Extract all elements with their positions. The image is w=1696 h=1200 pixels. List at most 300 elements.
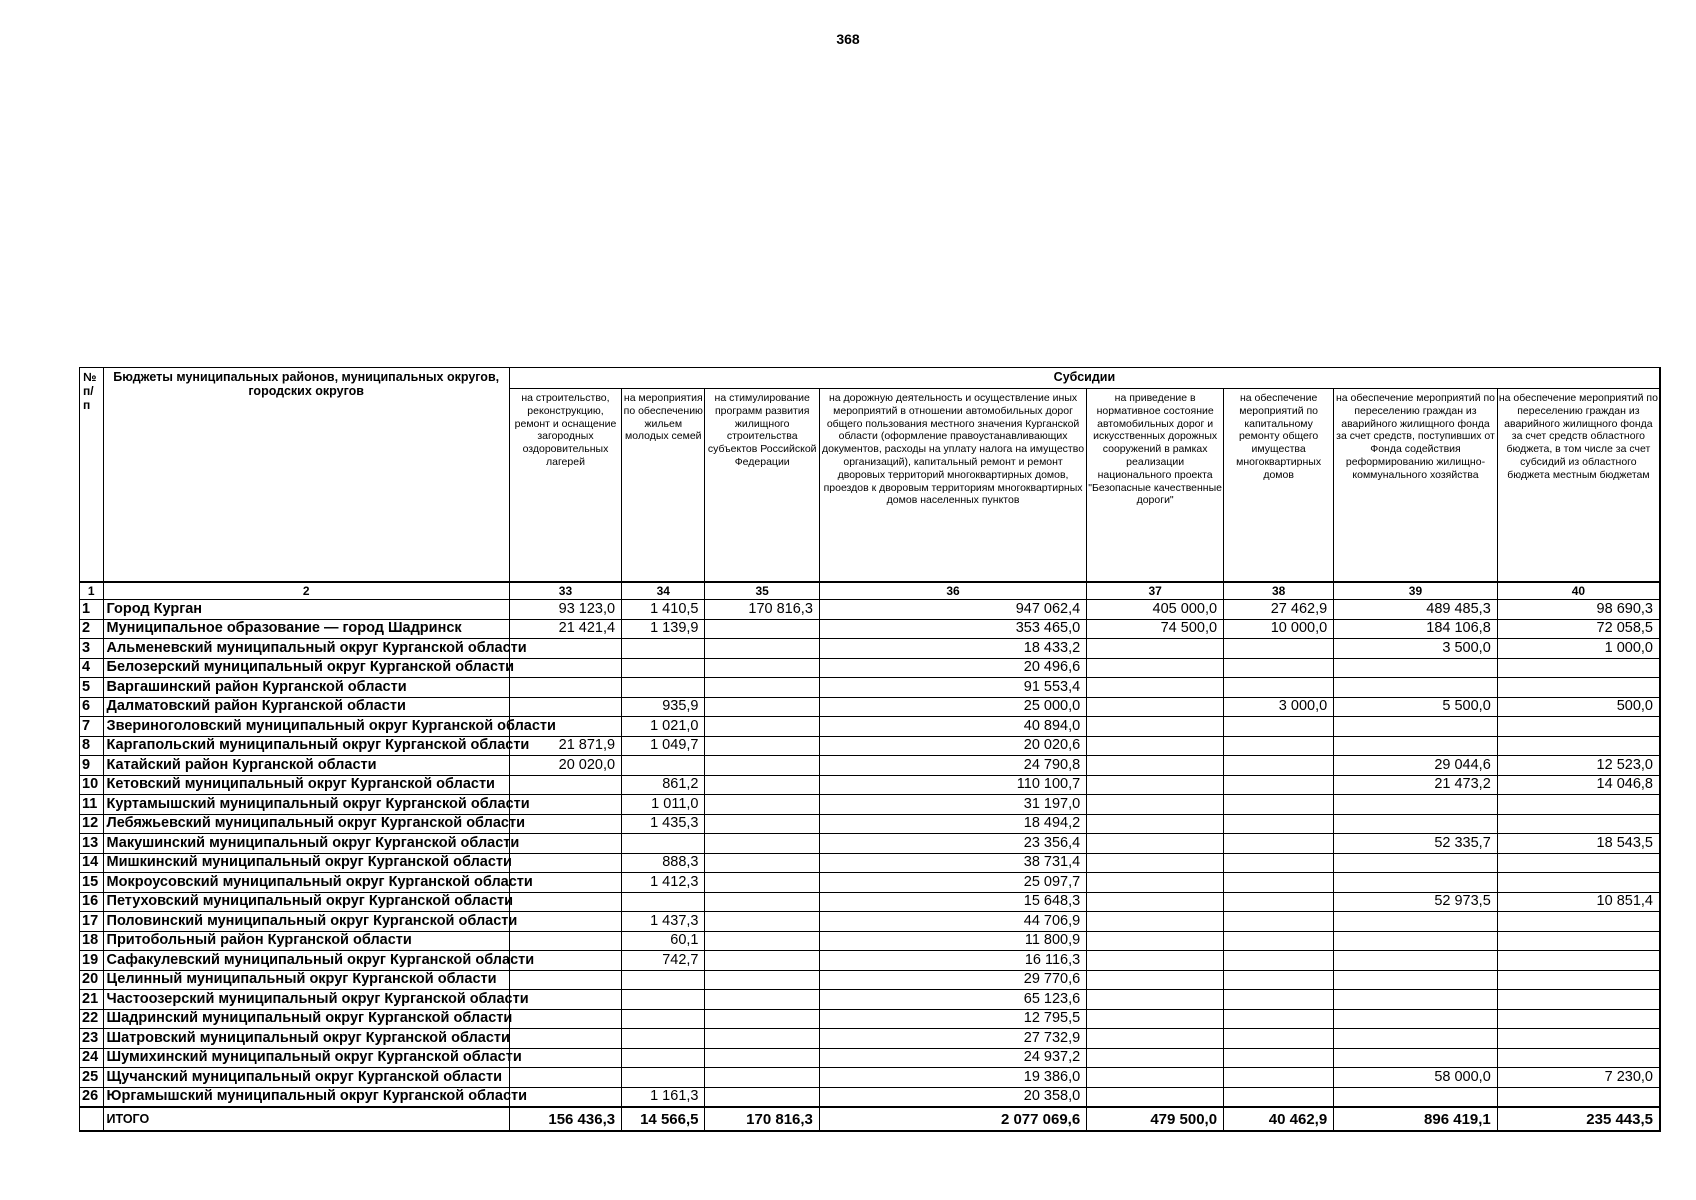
row-value <box>622 658 705 678</box>
row-value <box>1497 1029 1660 1049</box>
row-value <box>705 873 819 893</box>
row-value: 31 197,0 <box>819 795 1086 815</box>
row-name: Муниципальное образование — город Шадринск <box>103 619 509 639</box>
header-sub-col-33: на строительство, реконструкцию, ремонт и оснащение загородных оздоровительных лагерей <box>509 389 621 583</box>
table-row <box>80 931 1661 951</box>
row-value <box>1334 1048 1498 1068</box>
row-name: Целинный муниципальный округ Курганской области <box>103 970 509 990</box>
row-value: 888,3 <box>622 853 705 873</box>
header-sub-col-37: на приведение в нормативное состояние автомобильных дорог и искусственных дорожных сооружений в рамках реализации национального проекта "Безопасные качественные дороги" <box>1087 389 1224 583</box>
row-value: 489 485,3 <box>1334 600 1498 620</box>
row-value: 1 161,3 <box>622 1087 705 1107</box>
row-value <box>1334 1009 1498 1029</box>
row-value <box>1497 970 1660 990</box>
row-value: 14 046,8 <box>1497 775 1660 795</box>
row-number: 19 <box>80 951 104 971</box>
row-name: Варгашинский район Курганской области <box>103 678 509 698</box>
row-value <box>509 697 621 717</box>
row-value <box>705 1087 819 1107</box>
total-number-cell <box>80 1107 104 1131</box>
row-value: 20 020,0 <box>509 756 621 776</box>
row-value: 1 049,7 <box>622 736 705 756</box>
row-name: Шадринский муниципальный округ Курганской области <box>103 1009 509 1029</box>
row-value <box>705 678 819 698</box>
total-value: 896 419,1 <box>1334 1107 1498 1131</box>
total-label: ИТОГО <box>103 1107 509 1131</box>
row-value: 16 116,3 <box>819 951 1086 971</box>
row-value <box>509 853 621 873</box>
row-value <box>509 1068 621 1088</box>
row-value <box>1087 736 1224 756</box>
row-value <box>1224 970 1334 990</box>
row-value: 21 473,2 <box>1334 775 1498 795</box>
column-number: 33 <box>509 582 621 600</box>
row-value <box>509 931 621 951</box>
table-row <box>80 951 1661 971</box>
table-row <box>80 775 1661 795</box>
row-value <box>1224 873 1334 893</box>
row-value: 353 465,0 <box>819 619 1086 639</box>
row-value: 20 020,6 <box>819 736 1086 756</box>
row-value: 25 097,7 <box>819 873 1086 893</box>
row-value: 20 496,6 <box>819 658 1086 678</box>
row-number: 24 <box>80 1048 104 1068</box>
row-value <box>1497 1087 1660 1107</box>
row-value: 1 000,0 <box>1497 639 1660 659</box>
total-value: 156 436,3 <box>509 1107 621 1131</box>
row-name: Каргапольский муниципальный округ Курганской области <box>103 736 509 756</box>
header-sub-col-36: на дорожную деятельность и осуществление иных мероприятий в отношении автомобильных дорог общего пользования местного значения Курганской области (оформление правоустанавливающих документов, расходы на уплату налога на имущество организаций), капитальный ремонт и ремонт дворовых территорий многоквартирных домов, проездов к дворовым территориям многоквартирных домов населенных пунктов <box>819 389 1086 583</box>
row-value <box>1224 892 1334 912</box>
row-value: 7 230,0 <box>1497 1068 1660 1088</box>
row-number: 8 <box>80 736 104 756</box>
row-name: Притобольный район Курганской области <box>103 931 509 951</box>
row-value <box>705 619 819 639</box>
row-value <box>705 1048 819 1068</box>
row-value <box>705 834 819 854</box>
row-value <box>1334 970 1498 990</box>
row-value <box>1087 912 1224 932</box>
row-value <box>1224 756 1334 776</box>
header-number: № п/п <box>80 368 104 583</box>
row-value: 58 000,0 <box>1334 1068 1498 1088</box>
row-value <box>1087 639 1224 659</box>
row-value <box>1497 931 1660 951</box>
row-value <box>1087 1009 1224 1029</box>
row-number: 17 <box>80 912 104 932</box>
row-value <box>1224 912 1334 932</box>
row-value <box>1334 658 1498 678</box>
row-value <box>622 756 705 776</box>
column-number: 39 <box>1334 582 1498 600</box>
row-value <box>1224 1068 1334 1088</box>
row-value <box>1334 990 1498 1010</box>
total-value: 235 443,5 <box>1497 1107 1660 1131</box>
row-value <box>509 1048 621 1068</box>
row-value: 18 494,2 <box>819 814 1086 834</box>
row-value <box>1224 1048 1334 1068</box>
row-number: 21 <box>80 990 104 1010</box>
row-value <box>1087 717 1224 737</box>
row-value: 40 894,0 <box>819 717 1086 737</box>
table-row <box>80 1029 1661 1049</box>
row-value <box>622 990 705 1010</box>
row-value <box>622 1048 705 1068</box>
table-row <box>80 639 1661 659</box>
row-value <box>705 1029 819 1049</box>
column-number: 37 <box>1087 582 1224 600</box>
row-value <box>1087 697 1224 717</box>
row-value: 98 690,3 <box>1497 600 1660 620</box>
column-number: 1 <box>80 582 104 600</box>
row-number: 20 <box>80 970 104 990</box>
table-row <box>80 756 1661 776</box>
row-value <box>1334 1087 1498 1107</box>
row-value <box>1224 834 1334 854</box>
row-number: 9 <box>80 756 104 776</box>
table-row <box>80 600 1661 620</box>
row-value <box>1087 892 1224 912</box>
row-value <box>1334 853 1498 873</box>
table-row <box>80 1087 1661 1107</box>
row-value <box>705 931 819 951</box>
row-value: 500,0 <box>1497 697 1660 717</box>
row-name: Звериноголовский муниципальный округ Курганской области <box>103 717 509 737</box>
row-value <box>705 717 819 737</box>
row-number: 25 <box>80 1068 104 1088</box>
row-value: 1 412,3 <box>622 873 705 893</box>
row-value <box>1497 912 1660 932</box>
row-value <box>622 970 705 990</box>
row-value <box>1224 951 1334 971</box>
row-value <box>1087 1087 1224 1107</box>
row-value: 184 106,8 <box>1334 619 1498 639</box>
row-value: 52 973,5 <box>1334 892 1498 912</box>
row-name: Шумихинский муниципальный округ Курганской области <box>103 1048 509 1068</box>
row-value <box>1087 814 1224 834</box>
row-value <box>705 795 819 815</box>
page-number: 368 <box>836 31 860 47</box>
row-value: 170 816,3 <box>705 600 819 620</box>
table-row <box>80 795 1661 815</box>
row-value <box>1334 717 1498 737</box>
total-value: 170 816,3 <box>705 1107 819 1131</box>
total-value: 479 500,0 <box>1087 1107 1224 1131</box>
row-number: 3 <box>80 639 104 659</box>
table-row <box>80 834 1661 854</box>
row-value <box>705 912 819 932</box>
row-value <box>705 951 819 971</box>
row-value <box>1334 951 1498 971</box>
row-value <box>1087 1029 1224 1049</box>
table-row <box>80 912 1661 932</box>
row-value <box>1224 814 1334 834</box>
row-value: 947 062,4 <box>819 600 1086 620</box>
row-value: 1 011,0 <box>622 795 705 815</box>
row-value <box>1497 717 1660 737</box>
row-number: 7 <box>80 717 104 737</box>
row-value <box>1334 912 1498 932</box>
row-value: 24 790,8 <box>819 756 1086 776</box>
table-row <box>80 736 1661 756</box>
row-value: 24 937,2 <box>819 1048 1086 1068</box>
row-value <box>1497 951 1660 971</box>
row-value <box>1497 658 1660 678</box>
row-value <box>1497 678 1660 698</box>
row-value: 21 871,9 <box>509 736 621 756</box>
row-value: 25 000,0 <box>819 697 1086 717</box>
row-value: 29 770,6 <box>819 970 1086 990</box>
row-value <box>509 1029 621 1049</box>
table-row <box>80 678 1661 698</box>
row-value <box>705 853 819 873</box>
row-value: 935,9 <box>622 697 705 717</box>
row-value <box>1497 990 1660 1010</box>
row-name: Мокроусовский муниципальный округ Курганской области <box>103 873 509 893</box>
table-row <box>80 619 1661 639</box>
table-row <box>80 658 1661 678</box>
row-number: 13 <box>80 834 104 854</box>
row-value <box>1224 931 1334 951</box>
row-name: Шатровский муниципальный округ Курганской области <box>103 1029 509 1049</box>
row-value: 405 000,0 <box>1087 600 1224 620</box>
row-value: 72 058,5 <box>1497 619 1660 639</box>
row-value <box>1224 775 1334 795</box>
row-value <box>1334 814 1498 834</box>
column-number-row <box>80 582 1661 600</box>
table-row <box>80 853 1661 873</box>
header-sub-col-34: на мероприятия по обеспечению жильем молодых семей <box>622 389 705 583</box>
row-value <box>622 639 705 659</box>
row-value <box>1087 1048 1224 1068</box>
row-number: 26 <box>80 1087 104 1107</box>
row-value: 1 139,9 <box>622 619 705 639</box>
row-value <box>1224 678 1334 698</box>
row-value: 1 021,0 <box>622 717 705 737</box>
row-value <box>1087 658 1224 678</box>
row-value: 27 462,9 <box>1224 600 1334 620</box>
row-value: 12 795,5 <box>819 1009 1086 1029</box>
row-number: 10 <box>80 775 104 795</box>
row-value: 19 386,0 <box>819 1068 1086 1088</box>
row-value <box>509 834 621 854</box>
row-value <box>1087 756 1224 776</box>
total-row <box>80 1107 1661 1131</box>
table-row <box>80 970 1661 990</box>
row-value <box>705 1068 819 1088</box>
row-value <box>1497 1048 1660 1068</box>
row-value <box>622 678 705 698</box>
row-value <box>1224 639 1334 659</box>
row-name: Город Курган <box>103 600 509 620</box>
row-value: 1 437,3 <box>622 912 705 932</box>
row-value: 18 433,2 <box>819 639 1086 659</box>
row-number: 4 <box>80 658 104 678</box>
row-value <box>509 912 621 932</box>
row-value: 21 421,4 <box>509 619 621 639</box>
total-value: 40 462,9 <box>1224 1107 1334 1131</box>
row-value: 74 500,0 <box>1087 619 1224 639</box>
row-value <box>1087 853 1224 873</box>
row-value: 742,7 <box>622 951 705 971</box>
row-value <box>705 775 819 795</box>
column-number: 2 <box>103 582 509 600</box>
row-value: 861,2 <box>622 775 705 795</box>
row-value <box>622 892 705 912</box>
row-number: 16 <box>80 892 104 912</box>
row-value <box>1087 678 1224 698</box>
row-number: 14 <box>80 853 104 873</box>
row-value <box>1497 853 1660 873</box>
table-row <box>80 892 1661 912</box>
row-value: 1 435,3 <box>622 814 705 834</box>
row-value: 91 553,4 <box>819 678 1086 698</box>
row-value <box>622 1029 705 1049</box>
row-value: 15 648,3 <box>819 892 1086 912</box>
row-value <box>705 1009 819 1029</box>
row-value <box>509 658 621 678</box>
row-value: 10 000,0 <box>1224 619 1334 639</box>
row-value: 18 543,5 <box>1497 834 1660 854</box>
column-number: 34 <box>622 582 705 600</box>
table-row <box>80 697 1661 717</box>
row-value <box>509 814 621 834</box>
row-value: 27 732,9 <box>819 1029 1086 1049</box>
row-value <box>1497 736 1660 756</box>
row-name: Половинский муниципальный округ Курганской области <box>103 912 509 932</box>
row-number: 12 <box>80 814 104 834</box>
row-value <box>705 990 819 1010</box>
row-value <box>1497 1009 1660 1029</box>
row-name: Сафакулевский муниципальный округ Курганской области <box>103 951 509 971</box>
row-value: 23 356,4 <box>819 834 1086 854</box>
row-number: 22 <box>80 1009 104 1029</box>
row-value <box>622 1068 705 1088</box>
total-value: 2 077 069,6 <box>819 1107 1086 1131</box>
row-value <box>1087 795 1224 815</box>
row-number: 23 <box>80 1029 104 1049</box>
header-budgets: Бюджеты муниципальных районов, муниципальных округов, городских округов <box>103 368 509 583</box>
row-value <box>705 658 819 678</box>
row-value <box>1334 1029 1498 1049</box>
row-value <box>1497 814 1660 834</box>
row-name: Юргамышский муниципальный округ Курганской области <box>103 1087 509 1107</box>
column-number: 40 <box>1497 582 1660 600</box>
row-value: 110 100,7 <box>819 775 1086 795</box>
row-value: 38 731,4 <box>819 853 1086 873</box>
row-value <box>509 970 621 990</box>
row-number: 18 <box>80 931 104 951</box>
column-number: 36 <box>819 582 1086 600</box>
row-value <box>705 756 819 776</box>
row-value <box>1224 1009 1334 1029</box>
table-row <box>80 814 1661 834</box>
row-value <box>705 697 819 717</box>
row-name: Частоозерский муниципальный округ Курганской области <box>103 990 509 1010</box>
row-value <box>705 736 819 756</box>
row-value <box>1224 853 1334 873</box>
subsidies-table-sheet <box>79 367 1661 1132</box>
row-value <box>705 970 819 990</box>
row-value <box>1087 951 1224 971</box>
row-number: 6 <box>80 697 104 717</box>
row-value <box>1087 1068 1224 1088</box>
row-value <box>1224 990 1334 1010</box>
row-value: 10 851,4 <box>1497 892 1660 912</box>
row-value <box>1224 1087 1334 1107</box>
row-value <box>1224 658 1334 678</box>
column-number: 38 <box>1224 582 1334 600</box>
row-value <box>1087 970 1224 990</box>
row-value <box>1334 795 1498 815</box>
row-value: 3 000,0 <box>1224 697 1334 717</box>
row-value: 93 123,0 <box>509 600 621 620</box>
row-name: Далматовский район Курганской области <box>103 697 509 717</box>
row-name: Куртамышский муниципальный округ Курганской области <box>103 795 509 815</box>
row-value: 52 335,7 <box>1334 834 1498 854</box>
row-value: 20 358,0 <box>819 1087 1086 1107</box>
header-sub-col-39: на обеспечение мероприятий по переселению граждан из аварийного жилищного фонда за счет средств, поступивших от Фонда содействия реформированию жилищно-коммунального хозяйства <box>1334 389 1498 583</box>
row-number: 1 <box>80 600 104 620</box>
row-value <box>1087 873 1224 893</box>
row-number: 15 <box>80 873 104 893</box>
column-number: 35 <box>705 582 819 600</box>
row-value <box>1334 931 1498 951</box>
row-number: 2 <box>80 619 104 639</box>
row-value <box>509 775 621 795</box>
row-value <box>1224 1029 1334 1049</box>
row-name: Петуховский муниципальный округ Курганской области <box>103 892 509 912</box>
row-name: Мишкинский муниципальный округ Курганской области <box>103 853 509 873</box>
row-value <box>509 1009 621 1029</box>
row-value <box>1087 834 1224 854</box>
row-name: Белозерский муниципальный округ Курганской области <box>103 658 509 678</box>
header-subsidies: Субсидии <box>509 368 1660 389</box>
row-name: Щучанский муниципальный округ Курганской области <box>103 1068 509 1088</box>
subsidies-table <box>79 367 1661 1132</box>
row-value: 29 044,6 <box>1334 756 1498 776</box>
row-value: 5 500,0 <box>1334 697 1498 717</box>
row-name: Альменевский муниципальный округ Курганской области <box>103 639 509 659</box>
row-value <box>1087 931 1224 951</box>
row-value <box>509 892 621 912</box>
row-number: 5 <box>80 678 104 698</box>
row-name: Кетовский муниципальный округ Курганской области <box>103 775 509 795</box>
header-sub-col-40: на обеспечение мероприятий по переселению граждан из аварийного жилищного фонда за счет средств областного бюджета, в том числе за счет субсидий из областного бюджета местным бюджетам <box>1497 389 1660 583</box>
row-value: 60,1 <box>622 931 705 951</box>
row-value <box>1497 873 1660 893</box>
row-value <box>1334 873 1498 893</box>
row-value <box>622 1009 705 1029</box>
table-row <box>80 1068 1661 1088</box>
row-value <box>705 639 819 659</box>
table-row <box>80 717 1661 737</box>
row-value: 1 410,5 <box>622 600 705 620</box>
row-value <box>705 814 819 834</box>
row-value: 65 123,6 <box>819 990 1086 1010</box>
table-body <box>80 600 1661 1108</box>
row-name: Макушинский муниципальный округ Курганской области <box>103 834 509 854</box>
row-name: Катайский район Курганской области <box>103 756 509 776</box>
table-row <box>80 1048 1661 1068</box>
row-value: 11 800,9 <box>819 931 1086 951</box>
row-name: Лебяжьевский муниципальный округ Курганской области <box>103 814 509 834</box>
row-value <box>509 678 621 698</box>
header-sub-col-35: на стимулирование программ развития жилищного строительства субъектов Российской Федерации <box>705 389 819 583</box>
row-value <box>1334 678 1498 698</box>
row-value <box>1224 736 1334 756</box>
row-value: 44 706,9 <box>819 912 1086 932</box>
